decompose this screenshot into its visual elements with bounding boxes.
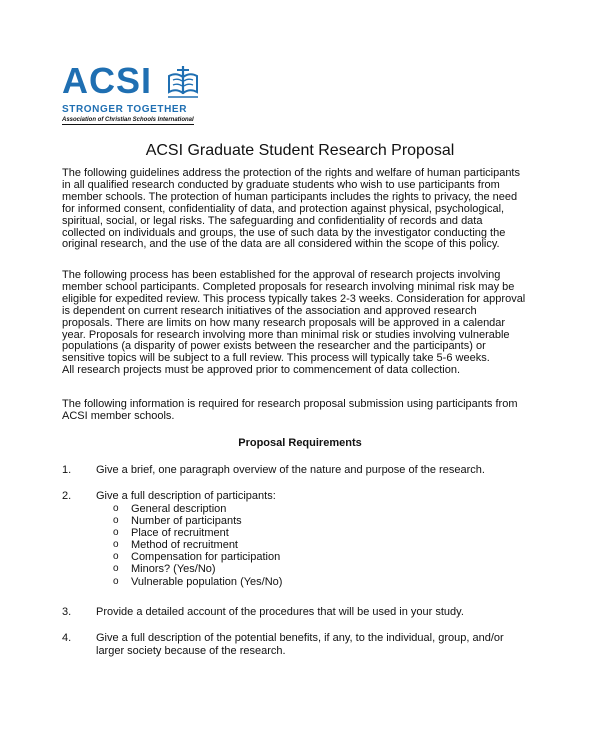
list-item-label: General description xyxy=(131,503,227,515)
list-item-label: Compensation for participation xyxy=(131,551,281,564)
paragraph-line: original research, and the use of the data are all considered within the scope of this policy. xyxy=(62,238,500,251)
bullet-marker: o xyxy=(113,551,119,563)
bullet-marker: o xyxy=(113,503,119,514)
list-item xyxy=(113,539,282,551)
list-item xyxy=(113,563,282,575)
requirement-number: 1. xyxy=(62,464,72,476)
logo-tagline: STRONGER TOGETHER xyxy=(62,104,188,115)
requirement-number: 4. xyxy=(62,632,72,644)
list-item xyxy=(113,576,282,588)
logo-wordmark: ACSI xyxy=(62,60,153,101)
paragraph-information xyxy=(62,399,542,423)
requirement-text: Give a full description of the potential benefits, if any, to the individual, group, and/or xyxy=(96,632,504,644)
bullet-marker: o xyxy=(113,527,119,539)
paragraph-line: The following guidelines address the protection of the rights and welfare of human participants xyxy=(62,167,520,179)
list-item-label: Number of participants xyxy=(131,515,242,528)
bullet-marker: o xyxy=(113,563,119,575)
list-item-label: Vulnerable population (Yes/No) xyxy=(131,575,283,588)
requirements-heading: Proposal Requirements xyxy=(238,437,362,449)
requirement-text: Provide a detailed account of the procedures that will be used in your study. xyxy=(96,606,464,618)
paragraph-line: populations (a disparity of power exists between the researcher and the participants) or xyxy=(62,340,486,353)
paragraph-process xyxy=(62,270,542,377)
paragraph-line: member schools. The protection of human participants includes the rights to privacy, the need xyxy=(62,190,518,203)
paragraph-line: The following process has been established for the approval of research projects involving xyxy=(62,269,501,281)
torch-book-icon xyxy=(166,64,200,100)
bullet-marker: o xyxy=(113,539,119,551)
paragraph-line: is dependent on current research initiatives of the association and approved research xyxy=(62,304,477,317)
list-item-label: Place of recruitment xyxy=(131,527,229,540)
document-title: ACSI Graduate Student Research Proposal xyxy=(145,142,455,159)
paragraph-line: sensitive topics will be subject to a full review. This process will typically take 5-6 weeks. xyxy=(62,352,490,365)
bullet-marker: o xyxy=(113,575,119,587)
paragraph-line: The following information is required for research proposal submission using participants from xyxy=(62,398,518,410)
paragraph-guidelines xyxy=(62,168,542,251)
requirement-text: Give a full description of participants: xyxy=(96,490,276,502)
paragraph-line: collected on individuals and groups, the use of such data by the investigator conducting the xyxy=(62,226,506,239)
list-item-label: Method of recruitment xyxy=(131,539,238,552)
list-item-label: Minors? (Yes/No) xyxy=(131,563,216,576)
paragraph-line: spiritual, social, or legal risks. The safeguarding and confidentiality of records and data xyxy=(62,214,483,227)
paragraph-line: in all qualified research conducted by graduate students who wish to use participants from xyxy=(62,178,500,191)
acsi-logo xyxy=(62,62,222,134)
paragraph-line: All research projects must be approved prior to commencement of data collection. xyxy=(62,364,461,377)
requirement-number: 2. xyxy=(62,490,72,502)
logo-subline: Association of Christian Schools International xyxy=(62,117,194,123)
requirement-number: 3. xyxy=(62,606,72,618)
participant-details-list xyxy=(113,503,282,588)
paragraph-line: ACSI member schools. xyxy=(62,409,175,422)
bullet-marker: o xyxy=(113,515,119,527)
paragraph-line: for informed consent, confidentiality of data, and protection against physical, psychological, xyxy=(62,202,505,215)
paragraph-line: proposals. There are limits on how many research proposals will be approved in a calendar xyxy=(62,316,506,329)
paragraph-line: member school participants. Completed proposals for research involving minimal risk may be xyxy=(62,280,515,293)
paragraph-line: eligible for expedited review. This process typically takes 2-3 weeks. Consideration for approval xyxy=(62,292,526,305)
list-item xyxy=(113,503,282,515)
list-item xyxy=(113,515,282,527)
list-item xyxy=(113,527,282,539)
requirement-text: larger society because of the research. xyxy=(96,645,286,657)
requirement-text: Give a brief, one paragraph overview of the nature and purpose of the research. xyxy=(96,464,485,476)
list-item xyxy=(113,551,282,563)
paragraph-line: year. Proposals for research involving more than minimal risk or studies involving vulnerable xyxy=(62,328,510,341)
